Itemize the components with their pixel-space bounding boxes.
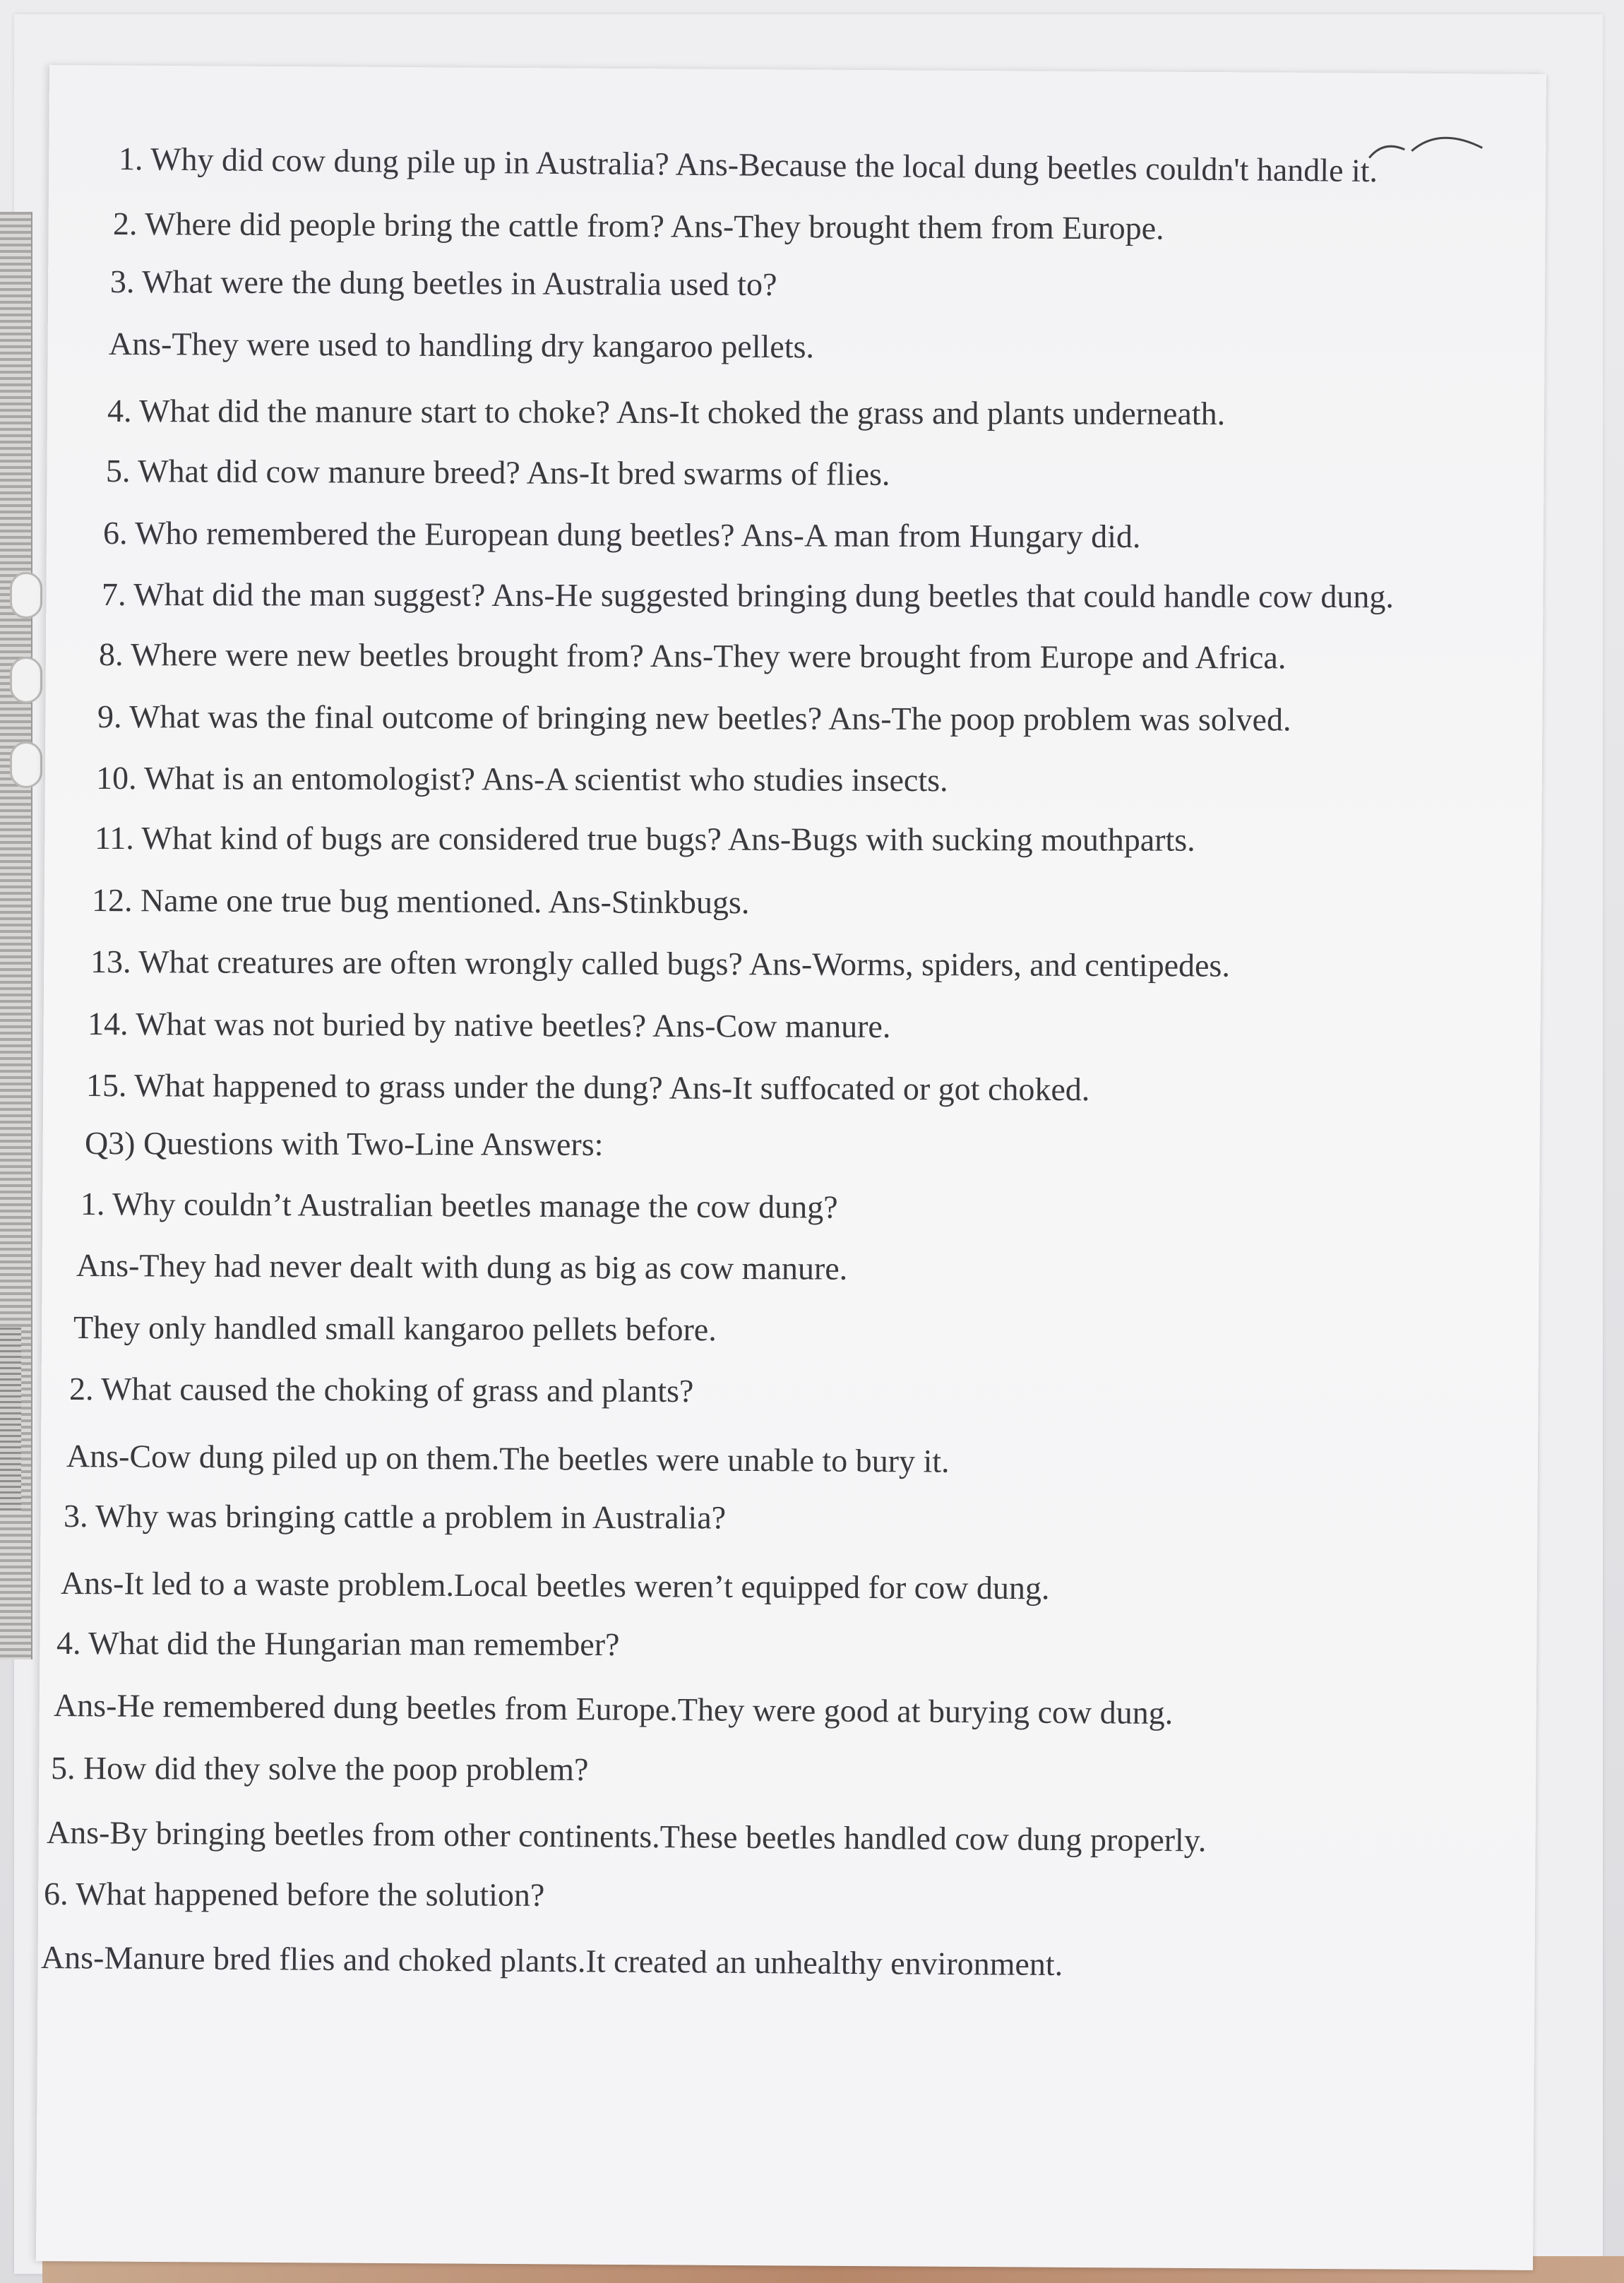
text-line: Ans-They were used to handling dry kangaroo pellets. [108,326,815,365]
text-line: 6. What happened before the solution? [43,1876,545,1913]
text-line: 6. Who remembered the European dung beetles? Ans-A man from Hungary did. [102,515,1141,555]
text-line: Ans-Manure bred flies and choked plants.It created an unhealthy environment. [40,1939,1063,1983]
text-line: 11. What kind of bugs are considered true bugs? Ans-Bugs with sucking mouthparts. [94,820,1195,858]
text-line: Ans-He remembered dung beetles from Europe.They were good at burying cow dung. [53,1687,1174,1731]
text-line: 8. Where were new beetles brought from? Ans-They were brought from Europe and Africa. [98,636,1286,676]
text-line: 2. What caused the choking of grass and plants? [68,1371,694,1409]
text-line: 1. Why couldn’t Australian beetles manage the cow dung? [80,1186,838,1225]
text-line: They only handled small kangaroo pellets before. [73,1309,717,1348]
text-line: 9. What was the final outcome of bringing new beetles? Ans-The poop problem was solved. [97,698,1291,738]
text-line: Ans-By bringing beetles from other continents.These beetles handled cow dung properly. [46,1814,1207,1859]
text-line: 14. What was not buried by native beetles? Ans-Cow manure. [87,1006,891,1044]
text-line: 3. What were the dung beetles in Australia used to? [109,263,777,303]
text-line: 4. What did the manure start to choke? Ans-It choked the grass and plants underneath. [107,393,1226,432]
text-line: 5. How did they solve the poop problem? [50,1750,589,1787]
text-line: 1. Why did cow dung pile up in Australia? Ans-Because the local dung beetles couldn't handle it. [118,141,1378,189]
text-line: 2. Where did people bring the cattle from? Ans-They brought them from Europe. [112,205,1164,246]
section-heading: Q3) Questions with Two-Line Answers: [84,1125,604,1162]
text-line: Ans-It led to a waste problem.Local beetles weren’t equipped for cow dung. [60,1565,1050,1607]
text-line: 13. What creatures are often wrongly called bugs? Ans-Worms, spiders, and centipedes. [90,943,1230,984]
text-line: Ans-Cow dung piled up on them.The beetles were unable to bury it. [66,1438,950,1479]
text-line: 7. What did the man suggest? Ans-He suggested bringing dung beetles that could handle cow dung. [101,576,1394,615]
text-line: Ans-They had never dealt with dung as big as cow manure. [76,1247,848,1287]
text-line: 5. What did cow manure breed? Ans-It bred swarms of flies. [105,453,890,492]
text-line: 12. Name one true bug mentioned. Ans-Stinkbugs. [91,882,750,921]
text-line: 15. What happened to grass under the dung? Ans-It suffocated or got choked. [85,1067,1090,1108]
text-line: 4. What did the Hungarian man remember? [56,1625,620,1663]
text-line: 10. What is an entomologist? Ans-A scientist who studies insects. [95,760,948,799]
text-line: 3. Why was bringing cattle a problem in Australia? [63,1498,727,1536]
